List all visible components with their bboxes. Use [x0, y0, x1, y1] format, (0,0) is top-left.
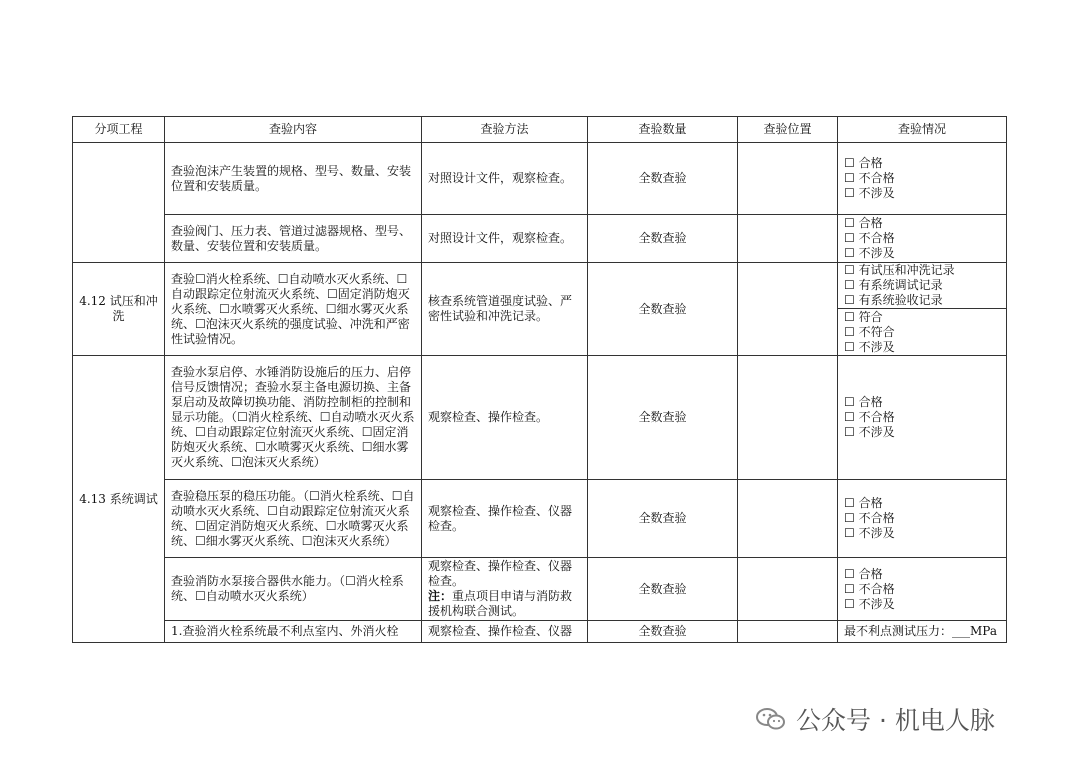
table-row: [73, 143, 1007, 215]
header-method: 查验方法: [422, 117, 588, 143]
location-cell: [738, 215, 838, 263]
location-cell: [738, 263, 838, 356]
checkbox-option[interactable]: ☐ 不合格: [844, 171, 895, 185]
method-cell: 观察检查、操作检查、仪器: [422, 621, 588, 643]
content-cell: 查验泡沫产生装置的规格、型号、数量、安装位置和安装质量。: [165, 143, 422, 215]
content-cell: 查验阀门、压力表、管道过滤器规格、型号、数量、安装位置和安装质量。: [165, 215, 422, 263]
table-header-row: [73, 117, 1007, 143]
checkbox-option[interactable]: ☐ 不涉及: [844, 340, 895, 354]
result-cell: [838, 558, 1007, 621]
quantity-cell: 全数查验: [588, 143, 738, 215]
checkbox-option[interactable]: ☐ 不涉及: [844, 526, 895, 540]
checkbox-option[interactable]: ☐ 有系统调试记录: [844, 278, 943, 292]
method-cell: [422, 558, 588, 621]
checkbox-option[interactable]: ☐ 有系统验收记录: [844, 293, 943, 307]
header-location: 查验位置: [738, 117, 838, 143]
watermark-text: 公众号 · 机电人脉: [796, 706, 995, 735]
checkbox-option[interactable]: ☐ 合格: [844, 395, 883, 409]
location-cell: [738, 621, 838, 643]
checkbox-option[interactable]: ☐ 不涉及: [844, 425, 895, 439]
table-row: [73, 621, 1007, 643]
method-cell: 对照设计文件，观察检查。: [422, 215, 588, 263]
quantity-cell: 全数查验: [588, 621, 738, 643]
result-cell: [838, 480, 1007, 558]
checkbox-option[interactable]: ☐ 合格: [844, 156, 883, 170]
checkbox-option[interactable]: ☐ 符合: [844, 310, 883, 324]
checkbox-option[interactable]: ☐ 不涉及: [844, 186, 895, 200]
checkbox-option[interactable]: ☐ 合格: [844, 216, 883, 230]
table-row: [73, 558, 1007, 621]
checkbox-option[interactable]: ☐ 有试压和冲洗记录: [844, 263, 955, 277]
table-row: [73, 263, 1007, 356]
result-cell: [838, 263, 1007, 356]
location-cell: [738, 356, 838, 480]
checkbox-option[interactable]: ☐ 不合格: [844, 231, 895, 245]
checkbox-option[interactable]: ☐ 合格: [844, 496, 883, 510]
quantity-cell: 全数查验: [588, 356, 738, 480]
section-cell: 4.12 试压和冲洗: [73, 263, 165, 356]
result-cell: [838, 356, 1007, 480]
section-cell: [73, 143, 165, 263]
checkbox-option[interactable]: ☐ 不合格: [844, 410, 895, 424]
quantity-cell: 全数查验: [588, 215, 738, 263]
method-text: 观察检查、操作检查、仪器检查。: [428, 559, 573, 588]
quantity-cell: 全数查验: [588, 480, 738, 558]
method-cell: 观察检查、操作检查、仪器检查。: [422, 480, 588, 558]
checkbox-option[interactable]: ☐ 不合格: [844, 511, 895, 525]
result-cell[interactable]: 最不利点测试压力：___MPa: [838, 621, 1007, 643]
inspection-table: [72, 116, 1007, 643]
quantity-cell: 全数查验: [588, 263, 738, 356]
location-cell: [738, 480, 838, 558]
method-cell: 核查系统管道强度试验、严密性试验和冲洗记录。: [422, 263, 588, 356]
note-text: 重点项目申请与消防救援机构联合测试。: [428, 589, 573, 618]
section-cell: 4.13 系统调试: [73, 356, 165, 643]
method-cell: 观察检查、操作检查。: [422, 356, 588, 480]
location-cell: [738, 558, 838, 621]
quantity-cell: 全数查验: [588, 558, 738, 621]
content-cell: 查验☐消火栓系统、☐自动喷水灭火系统、☐自动跟踪定位射流灭火系统、☐固定消防炮灭火系统、☐水喷雾灭火系统、☐细水雾灭火系统、☐泡沫灭火系统的强度试验、冲洗和严密性试验情况。: [165, 263, 422, 356]
watermark: [756, 701, 995, 737]
table-row: [73, 480, 1007, 558]
header-section: 分项工程: [73, 117, 165, 143]
result-cell: [838, 215, 1007, 263]
checkbox-option[interactable]: ☐ 合格: [844, 566, 883, 581]
table-row: [73, 356, 1007, 480]
header-quantity: 查验数量: [588, 117, 738, 143]
content-cell: 查验水泵启停、水锤消防设施后的压力、启停信号反馈情况；查验水泵主备电源切换、主备泵启动及故障切换功能、消防控制柜的控制和显示功能。（☐消火栓系统、☐自动喷水灭火系统、☐自动跟踪定位射流灭火系统、☐固定消防炮灭火系统、☐水喷雾灭火系统、☐细水雾灭火系统、☐泡沫灭火系统）: [165, 356, 422, 480]
result-cell: [838, 143, 1007, 215]
content-cell: 查验消防水泵接合器供水能力。（☐消火栓系统、☐自动喷水灭火系统）: [165, 558, 422, 621]
table-row: [73, 215, 1007, 263]
location-cell: [738, 143, 838, 215]
checkbox-option[interactable]: ☐ 不涉及: [844, 246, 895, 260]
method-cell: 对照设计文件，观察检查。: [422, 143, 588, 215]
wechat-icon: [756, 708, 786, 730]
content-cell: 查验稳压泵的稳压功能。（☐消火栓系统、☐自动喷水灭火系统、☐自动跟踪定位射流灭火系统、☐固定消防炮灭火系统、☐水喷雾灭火系统、☐细水雾灭火系统、☐泡沫灭火系统）: [165, 480, 422, 558]
checkbox-option[interactable]: ☐ 不符合: [844, 325, 895, 339]
content-cell: 1.查验消火栓系统最不利点室内、外消火栓: [165, 621, 422, 643]
checkbox-option[interactable]: ☐ 不合格: [844, 581, 895, 596]
checkbox-option[interactable]: ☐ 不涉及: [844, 596, 895, 611]
header-result: 查验情况: [838, 117, 1007, 143]
note-label: 注：: [428, 589, 453, 603]
header-content: 查验内容: [165, 117, 422, 143]
